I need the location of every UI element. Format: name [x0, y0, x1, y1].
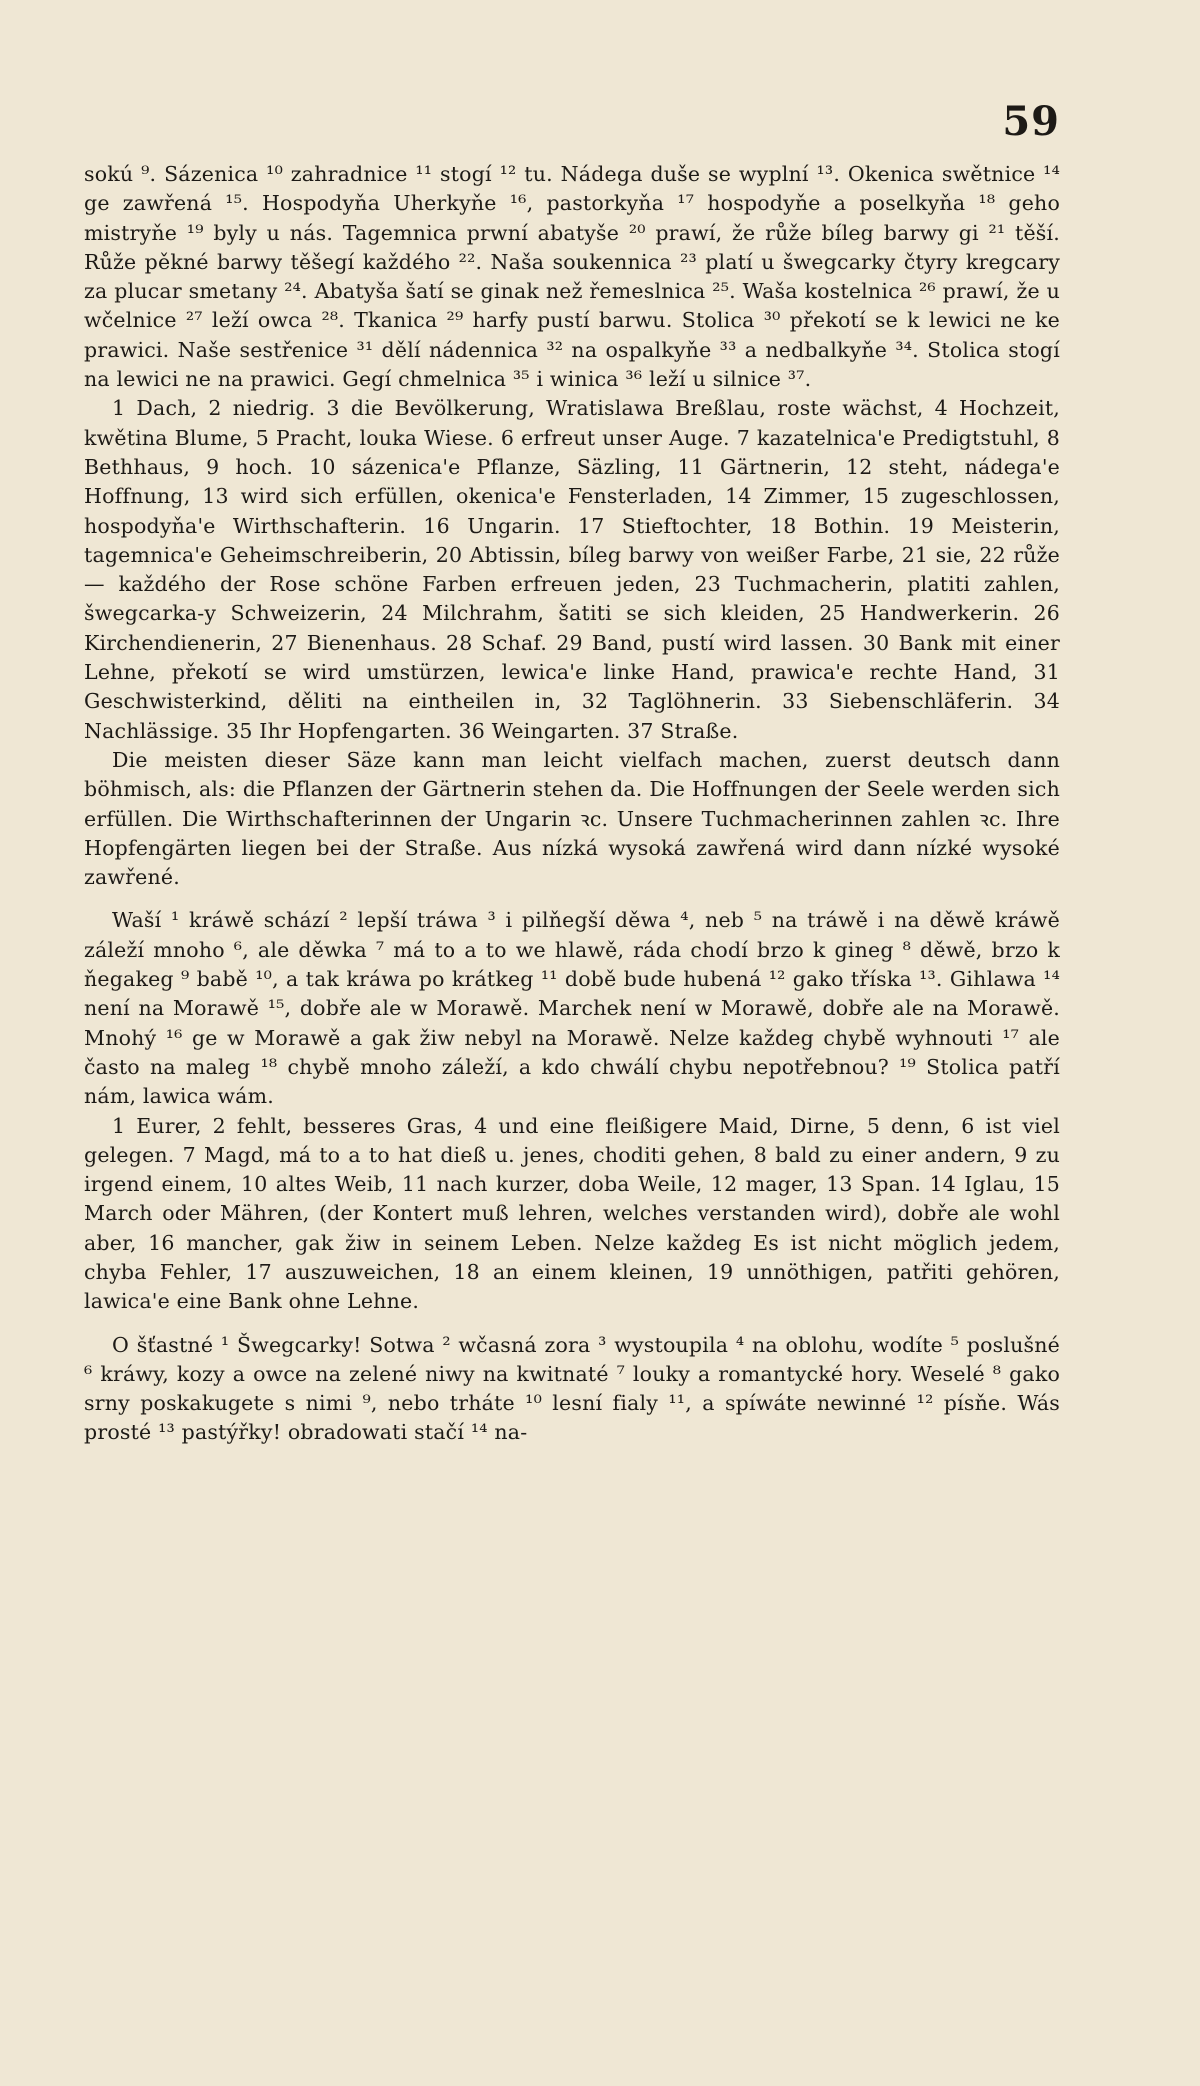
- text-body: [84, 160, 1060, 1448]
- paragraph-gap: [84, 1317, 1060, 1331]
- page-number: 59: [1002, 98, 1060, 145]
- czech-sentences-paragraph: sokú ⁹. Sázenica ¹⁰ zahradnice ¹¹ stogí ¹² tu. Nádega duše se wyplní ¹³. Okenica swětnice ¹⁴ ge zawřená ¹⁵. Hospodyňa Uherkyňe ¹⁶, pastorkyňa ¹⁷ hospodyňe a poselkyňa ¹⁸ geho mistryňe ¹⁹ byly u nás. Tagemnica prwní abatyše ²⁰ prawí, že růže bíleg barwy gi ²¹ těší. Růže pěkné barwy těšegí každého ²². Naša soukennica ²³ platí u šwegcarky čtyry kregcary za plucar smetany ²⁴. Abatyša šatí se ginak než řemeslnica ²⁵. Waša kostelnica ²⁶ prawí, že u wčelnice ²⁷ leží owca ²⁸. Tkanica ²⁹ harfy pustí barwu. Stolica ³⁰ překotí se k lewici ne ke prawici. Naše sestřenice ³¹ dělí nádennica ³² na ospalkyňe ³³ a nedbalkyňe ³⁴. Stolica stogí na lewici ne na prawici. Gegí chmelnica ³⁵ i winica ³⁶ leží u silnice ³⁷.: [84, 162, 1060, 392]
- german-glossary-paragraph-2: 1 Eurer, 2 fehlt, besseres Gras, 4 und eine fleißigere Maid, Dirne, 5 denn, 6 ist viel gelegen. 7 Magd, má to a to hat dieß u. jenes, choditi gehen, 8 bald zu einer andern, 9 zu irgend einem, 10 altes Weib, 11 nach kurzer, doba Weile, 12 mager, 13 Span. 14 Iglau, 15 March oder Mähren, (der Kontert muß lehren, welches verstanden wird), dobře ale wohl aber, 16 mancher, gak žiw in seinem Leben. Nelze každeg Es ist nicht möglich jedem, chyba Fehler, 17 auszuweichen, 18 an einem kleinen, 19 unnöthigen, patřiti gehören, lawica'e eine Bank ohne Lehne.: [84, 1113, 1060, 1314]
- paragraph-gap: [84, 892, 1060, 906]
- czech-passage-paragraph-2: O šťastné ¹ Šwegcarky! Sotwa ² wčasná zora ³ wystoupila ⁴ na oblohu, wodíte ⁵ poslušné ⁶ kráwy, kozy a owce na zelené niwy na kwitnaté ⁷ louky a romantycké hory. Weselé ⁸ gako srny poskakugete s nimi ⁹, nebo trháte ¹⁰ lesní fialy ¹¹, a spíwáte newinné ¹² písňe. Wás prosté ¹³ pastýřky! obradowati stačí ¹⁴ na-: [84, 1332, 1060, 1445]
- czech-passage-paragraph: Waší ¹ kráwě schází ² lepší tráwa ³ i pilňegší děwa ⁴, neb ⁵ na tráwě i na děwě kráwě záleží mnoho ⁶, ale děwka ⁷ má to a to we hlawě, ráda chodí brzo k gineg ⁸ děwě, brzo k ňegakeg ⁹ babě ¹⁰, a tak kráwa po krátkeg ¹¹ době bude hubená ¹² gako tříska ¹³. Gihlawa ¹⁴ není na Morawě ¹⁵, dobře ale w Morawě. Marchek není w Morawě, dobře ale na Morawě. Mnohý ¹⁶ ge w Morawě a gak žiw nebyl na Morawě. Nelze každeg chybě wyhnouti ¹⁷ ale často na maleg ¹⁸ chybě mnoho záleží, a kdo chwálí chybu nepotřebnou? ¹⁹ Stolica patří nám, lawica wám.: [84, 908, 1060, 1109]
- exercise-note-paragraph: Die meisten dieser Säze kann man leicht vielfach machen, zuerst deutsch dann böhmisch, als: die Pflanzen der Gärtnerin stehen da. Die Hoffnungen der Seele werden sich erfüllen. Die Wirthschafterinnen der Ungarin ꝛc. Unsere Tuchmacherinnen zahlen ꝛc. Ihre Hopfengärten liegen bei der Straße. Aus nízká wysoká zawřená wird dann nízké wysoké zawřené.: [84, 747, 1060, 890]
- german-glossary-paragraph: 1 Dach, 2 niedrig. 3 die Bevölkerung, Wratislawa Breßlau, roste wächst, 4 Hochzeit, kwětina Blume, 5 Pracht, louka Wiese. 6 erfreut unser Auge. 7 kazatelnica'e Predigtstuhl, 8 Bethhaus, 9 hoch. 10 sázenica'e Pflanze, Säzling, 11 Gärtnerin, 12 steht, nádega'e Hoffnung, 13 wird sich erfüllen, okenica'e Fensterladen, 14 Zimmer, 15 zugeschlossen, hospodyňa'e Wirthschafterin. 16 Ungarin. 17 Stieftochter, 18 Bothin. 19 Meisterin, tagemnica'e Geheimschreiberin, 20 Abtissin, bíleg barwy von weißer Farbe, 21 sie, 22 růže — každého der Rose schöne Farben erfreuen jeden, 23 Tuchmacherin, platiti zahlen, šwegcarka-y Schweizerin, 24 Milchrahm, šatiti se sich kleiden, 25 Handwerkerin. 26 Kirchendienerin, 27 Bienenhaus. 28 Schaf. 29 Band, pustí wird lassen. 30 Bank mit einer Lehne, překotí se wird umstürzen, lewica'e linke Hand, prawica'e rechte Hand, 31 Geschwisterkind, děliti na eintheilen in, 32 Taglöhnerin. 33 Siebenschläferin. 34 Nachlässige. 35 Ihr Hopfengarten. 36 Weingarten. 37 Straße.: [84, 396, 1060, 743]
